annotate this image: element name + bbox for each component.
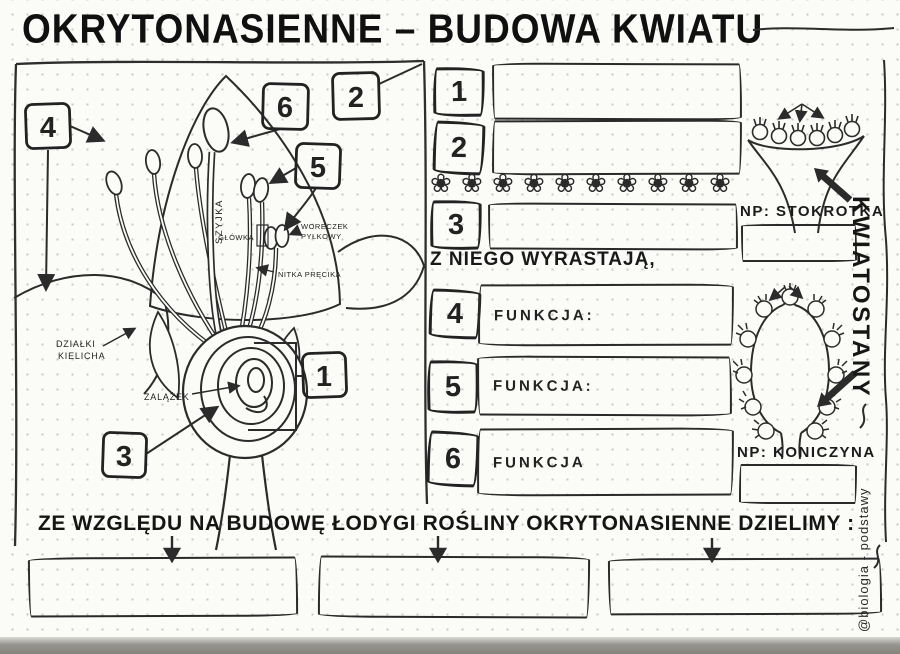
label-szyjka: SZYJKA xyxy=(214,199,225,244)
item-4-number-box xyxy=(429,289,482,340)
label-zalazek: ZALĄŻEK xyxy=(144,392,190,402)
label-woreczek-1: WORECZEK xyxy=(301,222,349,231)
page-edge-shadow xyxy=(0,637,900,654)
svg-text:1: 1 xyxy=(315,361,333,393)
label-nitka: NITKA PRĘCIKA xyxy=(278,270,342,279)
stem-type-blank-2 xyxy=(318,556,590,619)
stem-type-blank-3 xyxy=(608,558,882,616)
callout-4 xyxy=(25,103,71,149)
callout-1 xyxy=(302,352,347,397)
item-5-number: 5 xyxy=(444,370,462,403)
label-glowka: GŁÓWKA xyxy=(218,233,254,242)
flower-doodle-row: ❀ ❀ ❀ ❀ ❀ ❀ ❀ ❀ ❀ ❀ xyxy=(430,168,732,198)
example-koniczyna-blank xyxy=(739,464,857,504)
callout-3 xyxy=(102,432,147,477)
callout-5 xyxy=(295,143,341,189)
item-1-number: 1 xyxy=(450,75,468,108)
example-stokrotka-blank xyxy=(741,224,857,262)
title-rule-line xyxy=(753,28,894,30)
svg-text:4: 4 xyxy=(39,112,57,144)
item-4-answer-box xyxy=(478,284,734,347)
label-dzialki-1: DZIAŁKI xyxy=(56,339,96,349)
page-title: OKRYTONASIENNE – BUDOWA KWIATU xyxy=(22,6,764,52)
item-3-number-box xyxy=(429,199,482,250)
svg-text:3: 3 xyxy=(115,441,133,473)
item-2-number: 2 xyxy=(450,131,468,164)
stigma xyxy=(200,106,233,154)
daisy-florets xyxy=(753,114,860,146)
stamens xyxy=(103,144,288,356)
item-6-answer-box xyxy=(477,427,734,496)
item-5-answer-box xyxy=(477,355,732,416)
item-4-number: 4 xyxy=(446,297,464,330)
item-1-answer-box xyxy=(492,63,742,121)
item-4-label: FUNKCJA: xyxy=(493,306,595,324)
stem-type-blank-1 xyxy=(28,557,298,618)
item-1-number-box xyxy=(433,67,486,118)
item-3-number: 3 xyxy=(447,208,465,241)
item-6-number-box xyxy=(426,430,479,487)
note-z-niego: Z NIEGO WYRASTAJĄ, xyxy=(430,249,656,270)
svg-text:5: 5 xyxy=(309,152,327,184)
flower-anatomy-diagram xyxy=(8,56,432,558)
label-woreczek-2: PYŁKOWY xyxy=(301,232,342,241)
item-5-label: FUNKCJA: xyxy=(492,377,594,395)
clover-florets xyxy=(733,283,847,439)
right-edge-line xyxy=(884,60,887,542)
label-dzialki-2: KIELICHA xyxy=(58,351,106,361)
svg-text:6: 6 xyxy=(276,92,294,124)
kwiatostany-heading: KWIATOSTANY xyxy=(847,196,874,399)
example-stokrotka-label: NP: STOKROTKA xyxy=(740,203,885,220)
bottom-prompt: ZE WZGLĘDU NA BUDOWĘ ŁODYGI ROŚLINY OKRYTONASIENNE DZIELIMY : xyxy=(38,512,855,535)
credit-handle: @biologia - podstawy xyxy=(856,487,871,632)
item-6-label: FUNKCJA xyxy=(492,453,586,471)
item-3-answer-box xyxy=(488,202,738,250)
item-5-number-box xyxy=(426,359,479,414)
item-6-number: 6 xyxy=(444,442,462,475)
example-koniczyna-label: NP: KONICZYNA xyxy=(737,444,876,461)
svg-text:2: 2 xyxy=(347,82,365,114)
callout-2 xyxy=(332,72,379,119)
daisy-fan-arrows xyxy=(780,104,822,120)
